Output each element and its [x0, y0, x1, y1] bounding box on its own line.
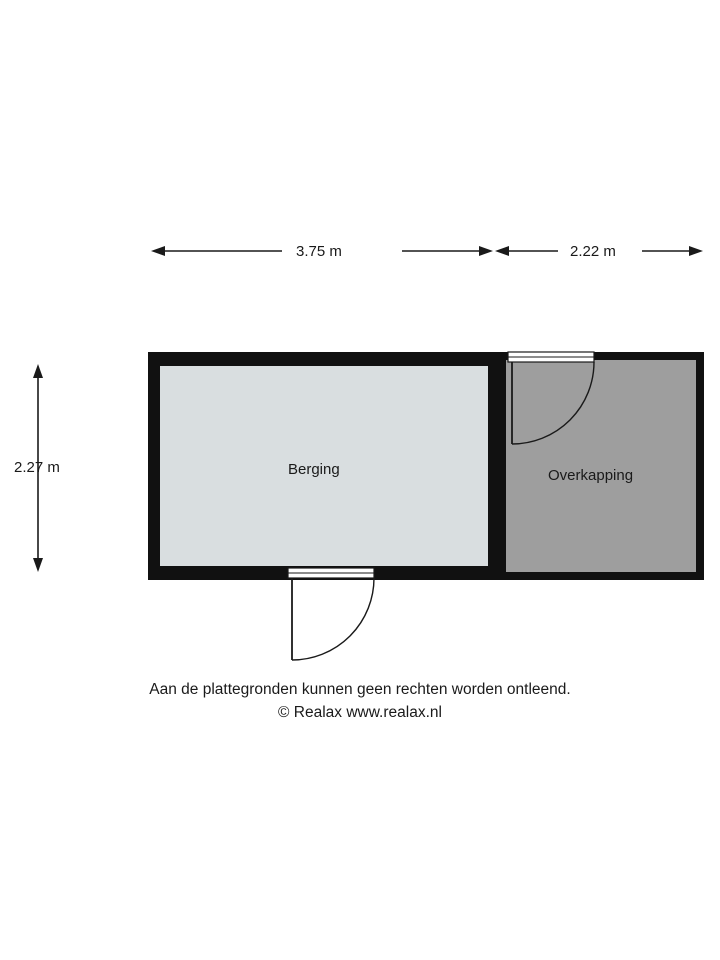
- dimension-label-top-right: 2.22 m: [570, 243, 616, 260]
- footer-line-2: © Realax www.realax.nl: [278, 704, 442, 721]
- footer-line-1: Aan de plattegronden kunnen geen rechten worden ontleend.: [149, 681, 571, 698]
- dimension-label-top-left: 3.75 m: [296, 243, 342, 260]
- footer-disclaimer: [0, 678, 720, 724]
- room-overkapping: [494, 352, 704, 580]
- door-berging: [288, 568, 374, 660]
- dimension-label-left: 2.27 m: [14, 459, 60, 476]
- room-label-berging: Berging: [288, 461, 340, 478]
- room-label-overkapping: Overkapping: [548, 467, 634, 484]
